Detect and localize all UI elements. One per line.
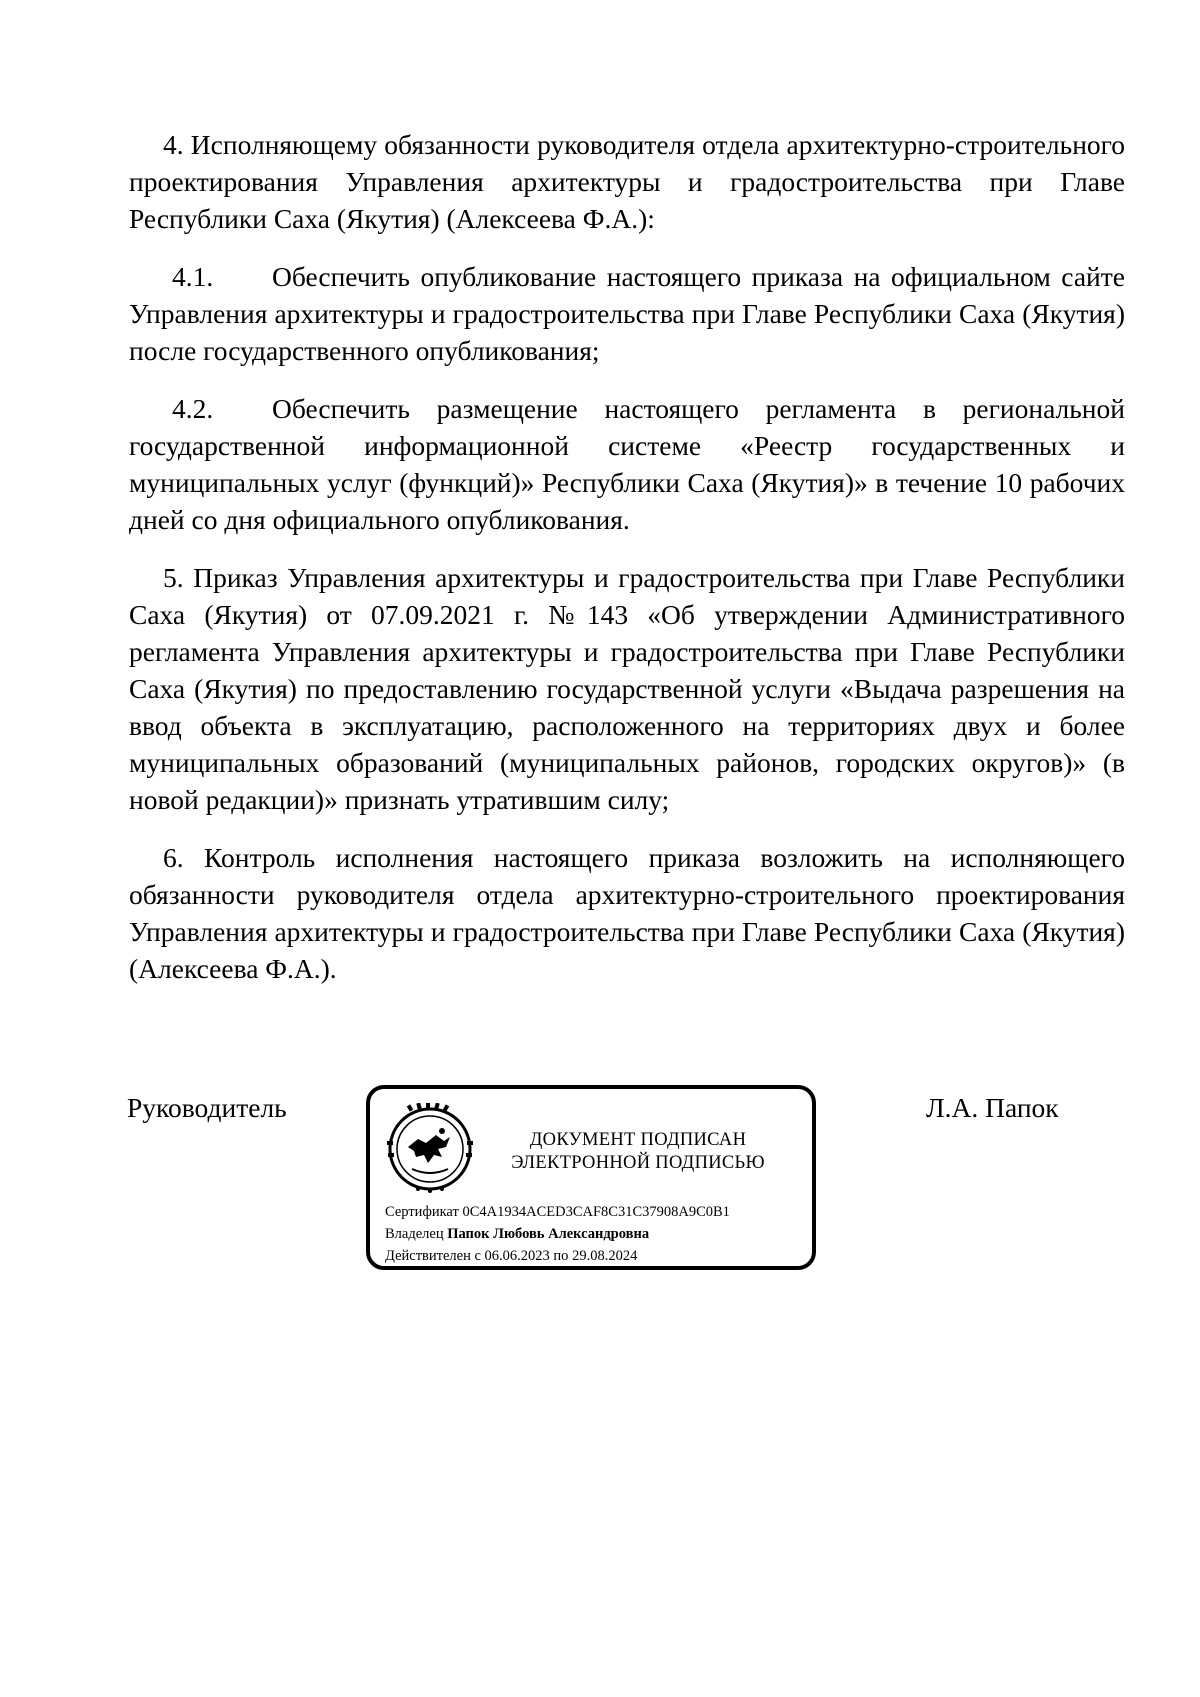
paragraph-6: 6. Контроль исполнения настоящего приказа возложить на исполняющего обязанности руководителя отдела архитектурно-строительного проектирования Управления архитектуры и градостроительства при Главе Республики Саха (Якутия) (Алексеева Ф.А.).: [129, 842, 1125, 984]
electronic-signature-stamp: [366, 1085, 816, 1270]
paragraph-4-2: [129, 390, 1125, 538]
valid-to: 29.08.2024: [572, 1248, 638, 1264]
coat-of-arms-seal-icon: [384, 1103, 476, 1195]
owner-value: Папок Любовь Александровна: [447, 1226, 650, 1242]
stamp-title-line-2: ЭЛЕКТРОННОЙ ПОДПИСЬЮ: [511, 1153, 765, 1173]
signatory-role: Руководитель: [127, 1092, 287, 1123]
stamp-title: [488, 1129, 788, 1175]
valid-from: 06.06.2023: [484, 1248, 550, 1264]
paragraph-4-1-text: Обеспечить опубликование настоящего приказа на официальном сайте Управления архитектуры и градостроительства при Главе Республики Саха (Якутия) после государственного опубликования;: [129, 261, 1125, 366]
paragraph-5: 5. Приказ Управления архитектуры и градостроительства при Главе Республики Саха (Якутия) от 07.09.2021 г. №143 «Об утверждении Административного регламента Управления архитектуры и градостроительства при Главе Республики Саха (Якутия) по предоставлению государственной услуги «Выдача разрешения на ввод объекта в эксплуатацию, расположенного на территориях двух и более муниципальных образований (муниципальных районов, городских округов)» (в новой редакции)» признать утратившим силу;: [129, 562, 1125, 815]
signatory-name: Л.А. Папок: [926, 1092, 1059, 1123]
paragraph-4-1: [129, 258, 1125, 369]
certificate-value: 0C4A1934ACED3CAF8C31C37908A9C0B1: [462, 1204, 730, 1220]
paragraph-4-2-number: 4.2.: [172, 393, 214, 424]
validity-line: [385, 1245, 730, 1267]
owner-label: Владелец: [385, 1226, 444, 1242]
owner-line: [385, 1223, 730, 1245]
document-body: [129, 126, 1125, 1008]
stamp-details: [385, 1201, 730, 1267]
paragraph-4-2-text: Обеспечить размещение настоящего регламента в региональной государственной информационной системе «Реестр государственных и муниципальных услуг (функций)» Республики Саха (Якутия)» в течение 10 рабочих дней со дня официального опубликования.: [129, 393, 1125, 535]
paragraph-4-1-number: 4.1.: [172, 261, 214, 292]
certificate-line: [385, 1201, 730, 1223]
paragraph-4: 4. Исполняющему обязанности руководителя отдела архитектурно-строительного проектирования Управления архитектуры и градостроительства при Главе Республики Саха (Якутия) (Алексеева Ф.А.):: [129, 129, 1125, 234]
valid-label: Действителен с: [385, 1248, 481, 1264]
valid-to-label: по: [553, 1248, 569, 1264]
certificate-label: Сертификат: [385, 1204, 459, 1220]
stamp-title-line-1: ДОКУМЕНТ ПОДПИСАН: [529, 1130, 747, 1150]
